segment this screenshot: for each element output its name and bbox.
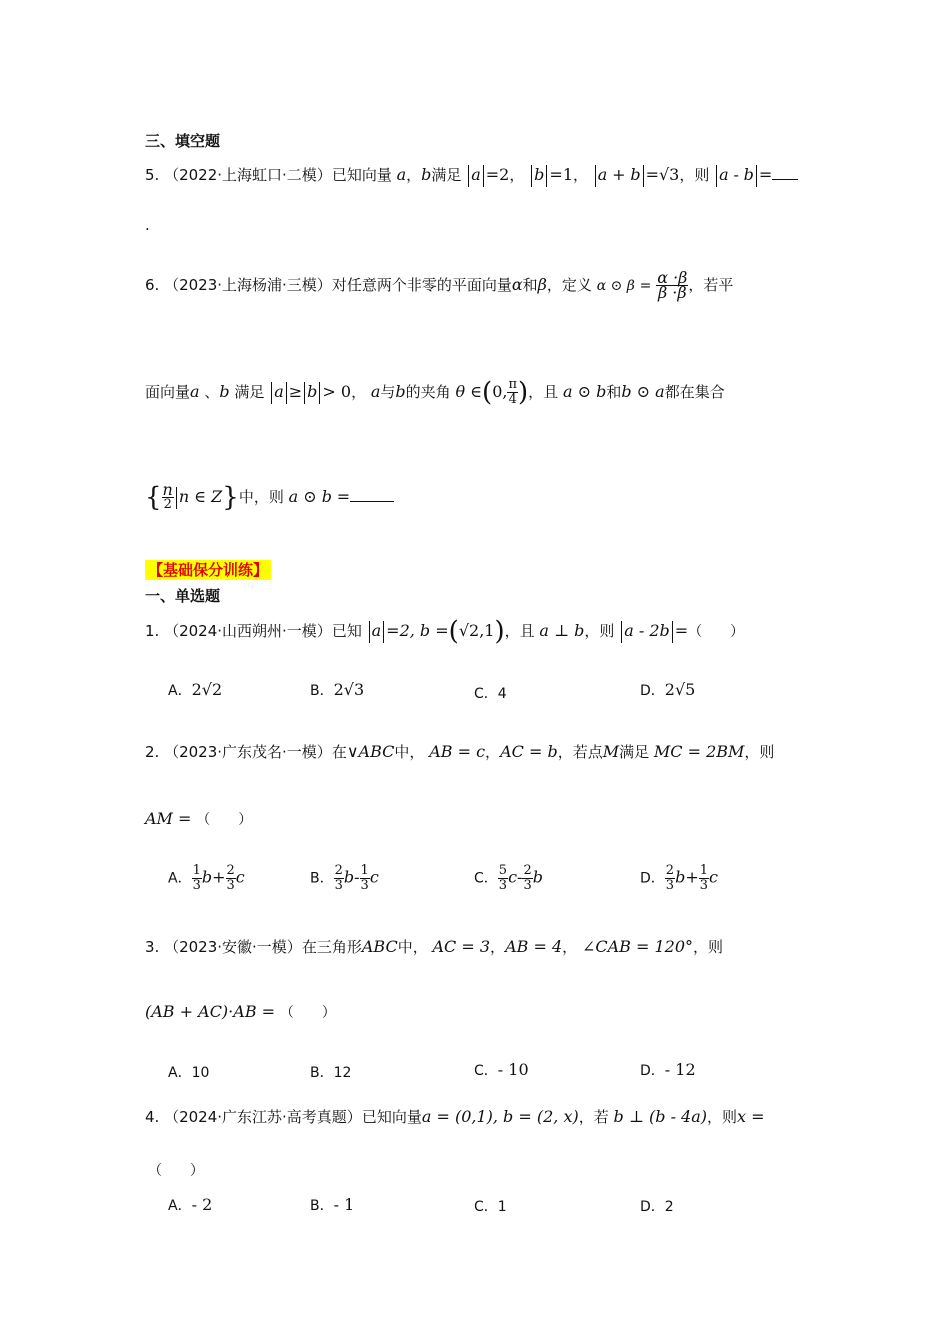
option-b[interactable]: B．- 1 <box>310 1195 355 1214</box>
question-2-line-2: AM = （ ） <box>145 809 253 828</box>
option-d[interactable]: D．2 <box>640 1199 674 1215</box>
section-title-fill-blank: 三、填空题 <box>145 132 221 150</box>
question-4-paren: （ ） <box>148 1163 204 1179</box>
question-5: 5. （2022·上海虹口·二模）已知向量 a，b满足 a =2， b =1， a + b =√3，则 a - b = <box>145 160 798 190</box>
option-c[interactable]: C．4 <box>474 686 507 702</box>
option-a[interactable]: A．- 2 <box>168 1195 213 1214</box>
option-b[interactable]: B．12 <box>310 1065 352 1081</box>
question-3: 3. （2023·安徽·一模）在三角形ABC中， AC = 3，AB = 4， ∠CAB = 120°，则 <box>145 937 724 956</box>
answer-blank[interactable] <box>772 165 798 180</box>
option-a[interactable]: A．10 <box>168 1065 210 1081</box>
option-c[interactable]: C． $\frac{5}{3}$ c- $\frac{2}{3}$ b <box>474 863 543 893</box>
definition-lhs: α ⊙ β <box>596 278 635 294</box>
option-b[interactable]: B． $\frac{2}{3}$ b- $\frac{1}{3}$ c <box>310 863 379 893</box>
question-number: 6. <box>145 276 160 294</box>
question-3-line-2: (AB + AC)·AB = （ ） <box>145 1002 336 1021</box>
option-b[interactable]: B．2√3 <box>310 680 365 699</box>
option-a[interactable]: A． $\frac{1}{3}$ b+ $\frac{2}{3}$ c <box>168 863 245 893</box>
option-c[interactable]: C．1 <box>474 1199 507 1215</box>
question-6-line-3: { $\frac{n}{2}$ n ∈ Z}中，则 a ⊙ b = <box>145 474 394 520</box>
option-d[interactable]: D． $\frac{2}{3}$ b+ $\frac{1}{3}$ c <box>640 863 718 893</box>
question-2: 2. （2023·广东茂名·一模）在∨ABC中， AB = c，AC = b，若点M满足 MC = 2BM，则 <box>145 742 775 761</box>
option-c[interactable]: C．- 10 <box>474 1060 529 1079</box>
question-source: （2023·上海杨浦·三模） <box>164 276 332 294</box>
option-d[interactable]: D．2√5 <box>640 680 696 699</box>
section-title-single-choice: 一、单选题 <box>145 587 221 605</box>
definition-fraction: $\frac{\alpha \cdot\beta}{\beta \cdot\beta}$ <box>657 268 688 302</box>
answer-blank[interactable] <box>350 487 394 502</box>
training-badge: 【基础保分训练】 <box>145 559 271 580</box>
option-a[interactable]: A．2√2 <box>168 680 223 699</box>
option-d[interactable]: D．- 12 <box>640 1060 696 1079</box>
question-6-line-2: 面向量a 、b 满足 a ≥ b > 0， a与b的夹角 θ ∈(0, $\frac{\pi}{4}$ )，且 a ⊙ b和b ⊙ a都在集合 <box>145 377 725 408</box>
q5-period: . <box>145 216 150 234</box>
question-source: （2022·上海虹口·二模） <box>164 166 332 184</box>
question-6: 6. （2023·上海杨浦·三模）对任意两个非零的平面向量α和β，定义 α ⊙ β = $\frac{\alpha \cdot\beta}{\beta \cdot\beta}$ ，若平 <box>145 268 734 302</box>
question-1: 1. （2024·山西朔州·一模）已知 a =2, b =(√2,1)，且 a ⊥ b，则 a - 2b =（ ） <box>145 616 745 647</box>
question-number: 5. <box>145 166 160 184</box>
question-4: 4. （2024·广东江苏·高考真题）已知向量a = (0,1), b = (2, x)，若 b ⊥ (b - 4a)，则x = <box>145 1107 765 1126</box>
